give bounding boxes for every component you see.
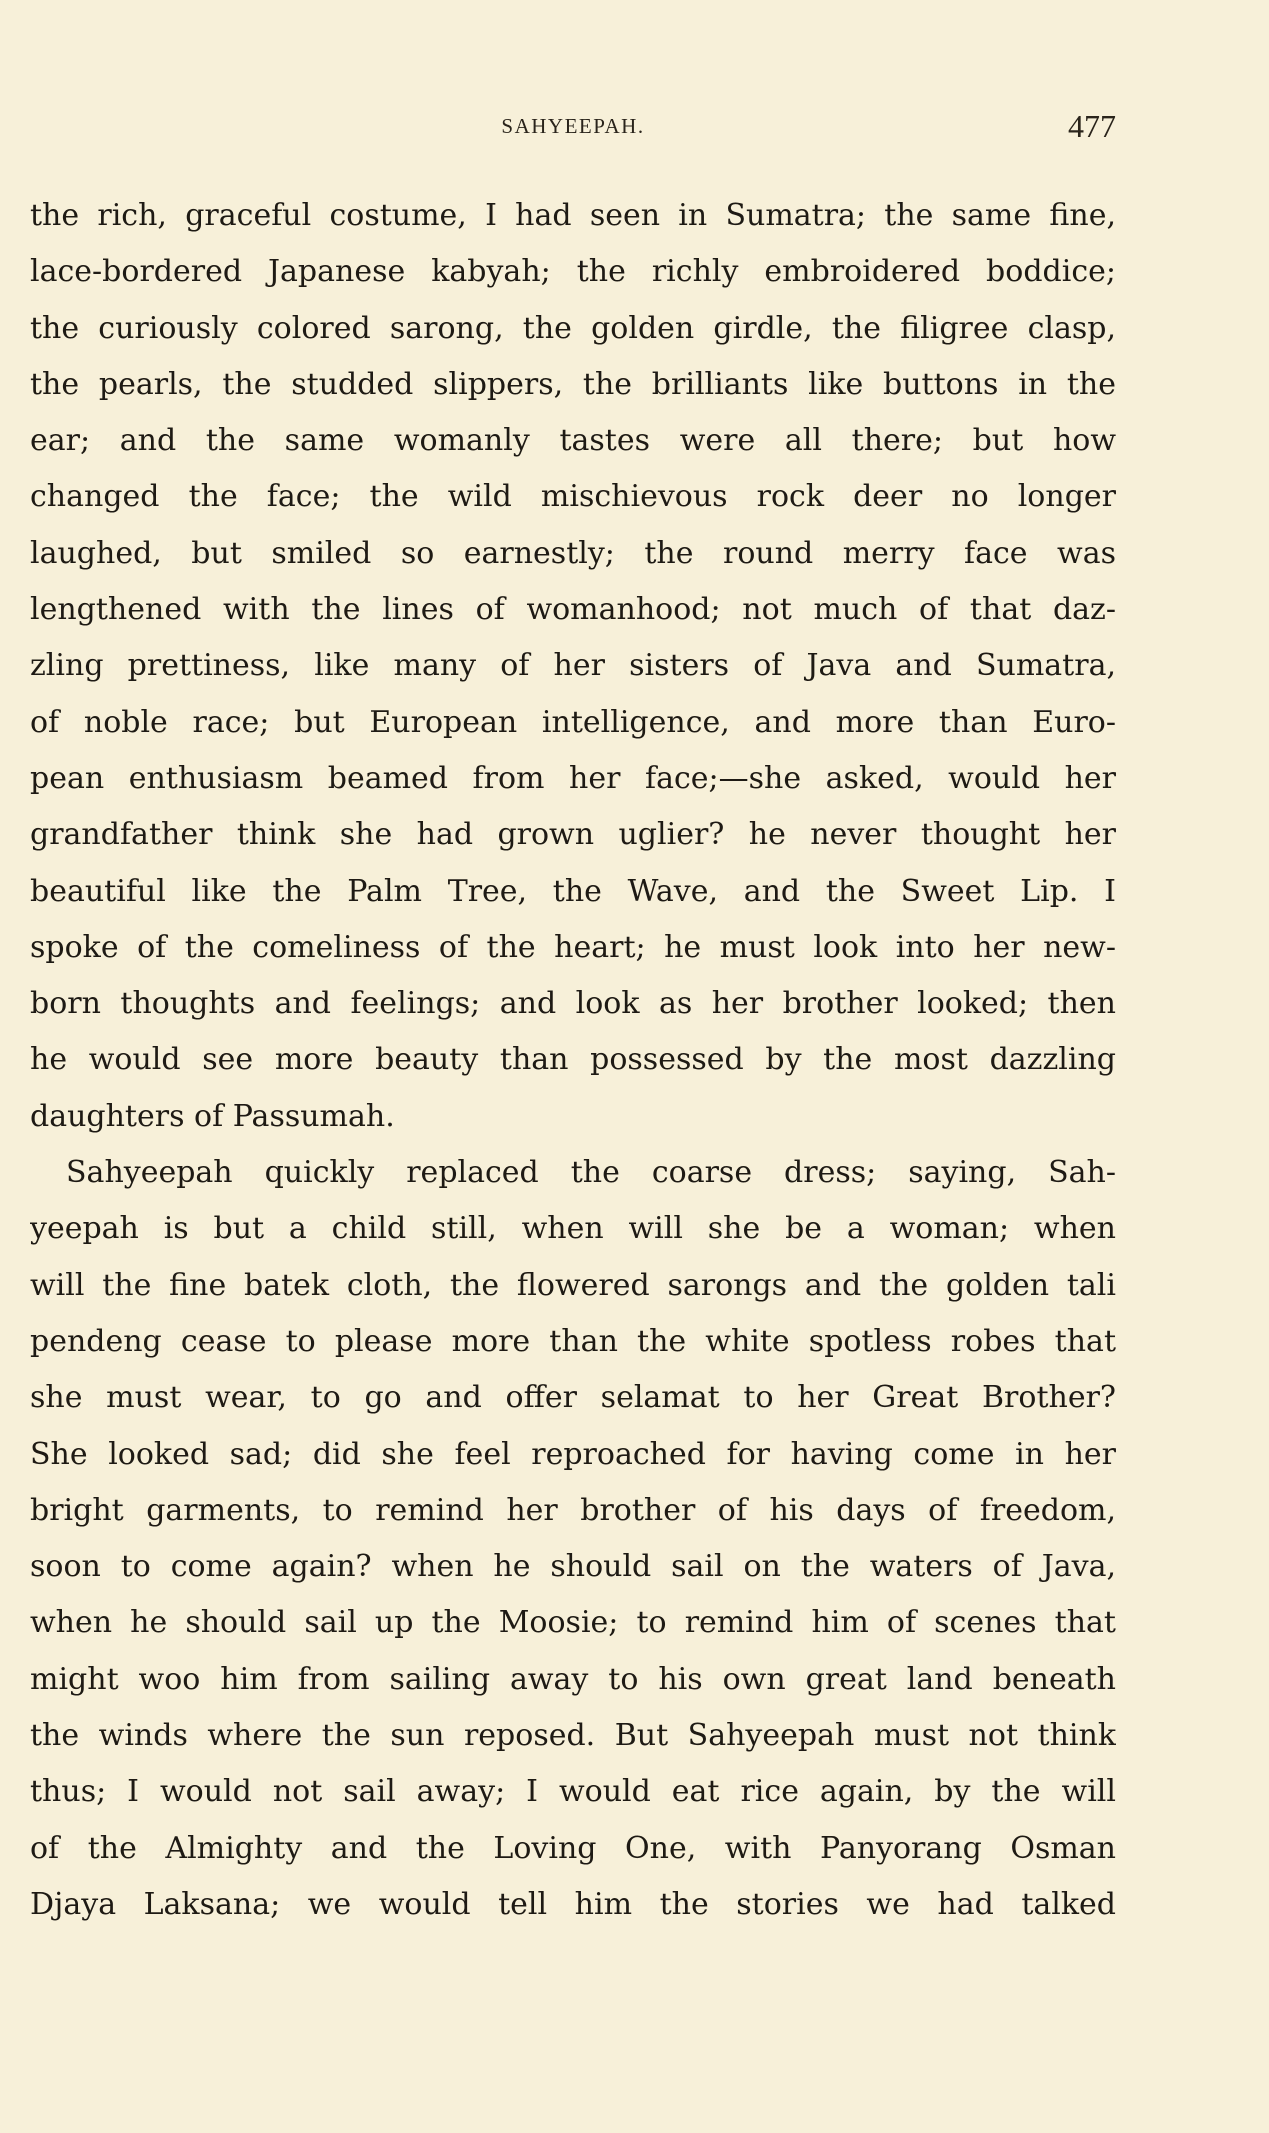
text-line: pendeng cease to please more than the white spotless robes that xyxy=(30,1323,1116,1359)
text-line: daughters of Passumah. xyxy=(30,1098,395,1134)
text-line: ear; and the same womanly tastes were all there; but how xyxy=(30,423,1116,459)
text-line: of the Almighty and the Loving One, with Panyorang Osman xyxy=(30,1830,1116,1866)
text-line: of noble race; but European intelligence, and more than Euro- xyxy=(30,704,1116,740)
text-line: will the fine batek cloth, the flowered sarongs and the golden tali xyxy=(30,1267,1116,1303)
text-line: lace-bordered Japanese kabyah; the richly embroidered boddice; xyxy=(30,254,1116,290)
text-line: grandfather think she had grown uglier? he never thought her xyxy=(30,817,1116,853)
text-line: she must wear, to go and offer selamat to her Great Brother? xyxy=(30,1380,1116,1416)
text-line: he would see more beauty than possessed by the most dazzling xyxy=(30,1042,1116,1078)
text-line: laughed, but smiled so earnestly; the round merry face was xyxy=(30,535,1116,571)
text-line: yeepah is but a child still, when will she be a woman; when xyxy=(30,1211,1116,1247)
text-line: Djaya Laksana; we would tell him the stories we had talked xyxy=(30,1886,1116,1922)
text-line: She looked sad; did she feel reproached for having come in her xyxy=(30,1436,1116,1472)
text-line: bright garments, to remind her brother of his days of freedom, xyxy=(30,1492,1116,1528)
text-line: thus; I would not sail away; I would eat rice again, by the will xyxy=(30,1774,1116,1810)
text-line: the winds where the sun reposed. But Sahyeepah must not think xyxy=(30,1718,1116,1754)
text-line: spoke of the comeliness of the heart; he must look into her new- xyxy=(30,929,1116,965)
running-head xyxy=(30,108,1116,148)
text-line: soon to come again? when he should sail on the waters of Java, xyxy=(30,1549,1116,1585)
text-line: might woo him from sailing away to his own great land beneath xyxy=(30,1661,1116,1697)
page-number: 477 xyxy=(1068,108,1116,144)
text-line: beautiful like the Palm Tree, the Wave, and the Sweet Lip. I xyxy=(30,873,1116,909)
text-line: lengthened with the lines of womanhood; not much of that daz- xyxy=(30,592,1116,628)
text-line: the curiously colored sarong, the golden girdle, the filigree clasp, xyxy=(30,310,1116,346)
text-line: pean enthusiasm beamed from her face;—she asked, would her xyxy=(30,760,1116,796)
text-line: Sahyeepah quickly replaced the coarse dress; saying, Sah- xyxy=(66,1155,1116,1191)
running-title: SAHYEEPAH. xyxy=(501,114,645,138)
text-line: the pearls, the studded slippers, the brilliants like buttons in the xyxy=(30,366,1116,402)
body-text xyxy=(30,188,1116,1933)
text-line: the rich, graceful costume, I had seen in Sumatra; the same fine, xyxy=(30,198,1116,233)
text-line: changed the face; the wild mischievous rock deer no longer xyxy=(30,479,1116,515)
text-line: zling prettiness, like many of her sisters of Java and Sumatra, xyxy=(30,648,1116,684)
text-line: born thoughts and feelings; and look as her brother looked; then xyxy=(30,986,1116,1022)
text-line: when he should sail up the Moosie; to remind him of scenes that xyxy=(30,1605,1116,1641)
